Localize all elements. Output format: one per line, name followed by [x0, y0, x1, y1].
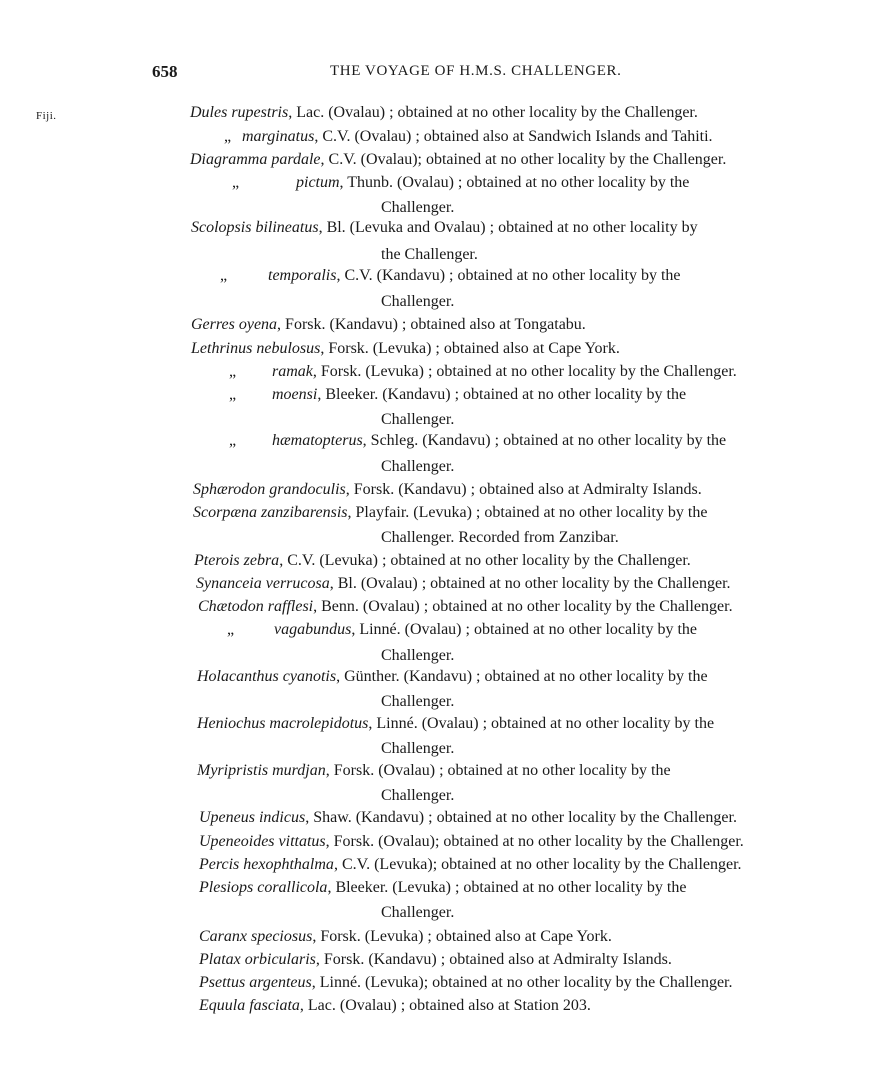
species-note: , C.V. (Kandavu) ; obtained at no other locality by the: [336, 267, 681, 284]
species-note: , Bleeker. (Levuka) ; obtained at no other locality by the: [327, 879, 687, 896]
species-note: , Forsk. (Levuka) ; obtained at no other locality by the Challenger.: [312, 363, 737, 380]
species-name: Scolopsis bilineatus: [191, 219, 319, 236]
species-note: , C.V. (Ovalau) ; obtained also at Sandwich Islands and Tahiti.: [314, 128, 713, 145]
species-note: , Thunb. (Ovalau) ; obtained at no other locality by the: [339, 174, 690, 191]
species-note: , C.V. (Levuka); obtained at no other locality by the Challenger.: [333, 856, 742, 873]
ditto-mark: „: [232, 174, 240, 191]
species-note: , Forsk. (Kandavu) ; obtained also at Admiralty Islands.: [315, 951, 672, 968]
species-line: [199, 832, 744, 852]
species-line: [199, 855, 742, 875]
species-line: [198, 597, 733, 617]
ditto-mark: „: [220, 267, 228, 284]
species-note: , Linné. (Levuka); obtained at no other locality by the Challenger.: [311, 974, 733, 991]
species-line: [197, 714, 714, 734]
species-name: Upeneus indicus: [199, 809, 306, 826]
species-name: pictum: [296, 174, 340, 191]
species-line: [190, 150, 726, 170]
species-note: , Bl. (Ovalau) ; obtained at no other locality by the Challenger.: [329, 575, 731, 592]
continuation-line: Challenger. Recorded from Zanzibar.: [381, 529, 619, 546]
continuation-line: Challenger.: [381, 458, 455, 475]
species-name: Platax orbicularis: [199, 951, 316, 968]
species-line: [191, 218, 698, 238]
species-note: , Linné. (Ovalau) ; obtained at no other locality by the: [351, 621, 697, 638]
species-note: , Forsk. (Levuka) ; obtained also at Cape York.: [312, 928, 612, 945]
species-name: vagabundus: [274, 621, 352, 638]
species-name: Chætodon rafflesi: [198, 598, 314, 615]
species-name: moensi: [272, 386, 318, 403]
species-name: Plesiops corallicola: [199, 879, 328, 896]
ditto-mark: „: [227, 621, 235, 638]
species-name: marginatus: [242, 128, 315, 145]
running-title: THE VOYAGE OF H.M.S. CHALLENGER.: [330, 63, 622, 79]
species-name: Lethrinus nebulosus: [191, 340, 321, 357]
species-name: Scorpæna zanzibarensis: [193, 504, 348, 521]
margin-region-label: Fiji.: [36, 110, 57, 122]
species-name: Caranx speciosus: [199, 928, 313, 945]
species-line: [242, 127, 713, 147]
species-line: [268, 266, 681, 286]
species-name: Gerres oyena: [191, 316, 278, 333]
species-line: [191, 315, 586, 335]
species-line: [274, 620, 697, 640]
species-note: , Forsk. (Kandavu) ; obtained also at Tongatabu.: [277, 316, 586, 333]
species-name: Equula fasciata: [199, 997, 300, 1014]
species-note: , Bleeker. (Kandavu) ; obtained at no other locality by the: [317, 386, 687, 403]
species-line: [196, 574, 731, 594]
continuation-line: Challenger.: [381, 787, 455, 804]
species-line: [190, 103, 698, 123]
species-line: [199, 808, 737, 828]
species-name: temporalis: [268, 267, 337, 284]
species-line: [197, 667, 708, 687]
continuation-line: Challenger.: [381, 740, 455, 757]
ditto-mark: „: [229, 363, 237, 380]
species-line: [296, 173, 689, 193]
species-note: , Bl. (Levuka and Ovalau) ; obtained at no other locality by: [318, 219, 698, 236]
page-number: 658: [152, 62, 178, 81]
species-name: Percis hexophthalma: [199, 856, 334, 873]
species-line: [199, 927, 612, 947]
species-note: , Schleg. (Kandavu) ; obtained at no other locality by the: [362, 432, 727, 449]
ditto-mark: „: [229, 432, 237, 449]
continuation-line: Challenger.: [381, 904, 455, 921]
species-note: , Shaw. (Kandavu) ; obtained at no other locality by the Challenger.: [305, 809, 737, 826]
species-name: Pterois zebra: [194, 552, 280, 569]
species-line: [199, 878, 686, 898]
species-name: Diagramma pardale: [190, 151, 321, 168]
species-name: Synanceia verrucosa: [196, 575, 330, 592]
species-note: , Günther. (Kandavu) ; obtained at no other locality by the: [336, 668, 708, 685]
species-name: Dules rupestris: [190, 104, 289, 121]
species-name: Heniochus macrolepidotus: [197, 715, 369, 732]
species-note: , Lac. (Ovalau) ; obtained also at Station 203.: [299, 997, 591, 1014]
species-name: Upeneoides vittatus: [199, 833, 326, 850]
species-name: hæmatopterus: [272, 432, 363, 449]
species-name: ramak: [272, 363, 313, 380]
species-note: , C.V. (Levuka) ; obtained at no other locality by the Challenger.: [279, 552, 691, 569]
species-name: Sphærodon grandoculis: [193, 481, 346, 498]
continuation-line: Challenger.: [381, 693, 455, 710]
species-line: [199, 973, 733, 993]
continuation-line: Challenger.: [381, 199, 455, 216]
species-line: [194, 551, 691, 571]
species-note: , Playfair. (Levuka) ; obtained at no other locality by the: [347, 504, 708, 521]
species-note: , Benn. (Ovalau) ; obtained at no other locality by the Challenger.: [313, 598, 733, 615]
continuation-line: Challenger.: [381, 411, 455, 428]
species-name: Myripristis murdjan: [197, 762, 326, 779]
species-line: [199, 950, 672, 970]
continuation-line: Challenger.: [381, 647, 455, 664]
species-note: , C.V. (Ovalau); obtained at no other locality by the Challenger.: [320, 151, 727, 168]
continuation-line: the Challenger.: [381, 246, 478, 263]
species-line: [197, 761, 671, 781]
species-line: [272, 362, 737, 382]
species-name: Holacanthus cyanotis: [197, 668, 337, 685]
species-line: [272, 385, 686, 405]
species-line: [191, 339, 620, 359]
species-line: [193, 503, 707, 523]
species-line: [272, 431, 726, 451]
species-note: , Forsk. (Ovalau); obtained at no other locality by the Challenger.: [325, 833, 744, 850]
species-line: [193, 480, 702, 500]
species-note: , Forsk. (Levuka) ; obtained also at Cape York.: [320, 340, 620, 357]
species-name: Psettus argenteus: [199, 974, 312, 991]
species-note: , Lac. (Ovalau) ; obtained at no other locality by the Challenger.: [288, 104, 698, 121]
species-note: , Forsk. (Ovalau) ; obtained at no other locality by the: [325, 762, 671, 779]
ditto-mark: „: [224, 128, 232, 145]
species-note: , Linné. (Ovalau) ; obtained at no other locality by the: [368, 715, 715, 732]
ditto-mark: „: [229, 386, 237, 403]
species-line: [199, 996, 591, 1016]
continuation-line: Challenger.: [381, 293, 455, 310]
species-note: , Forsk. (Kandavu) ; obtained also at Admiralty Islands.: [345, 481, 702, 498]
